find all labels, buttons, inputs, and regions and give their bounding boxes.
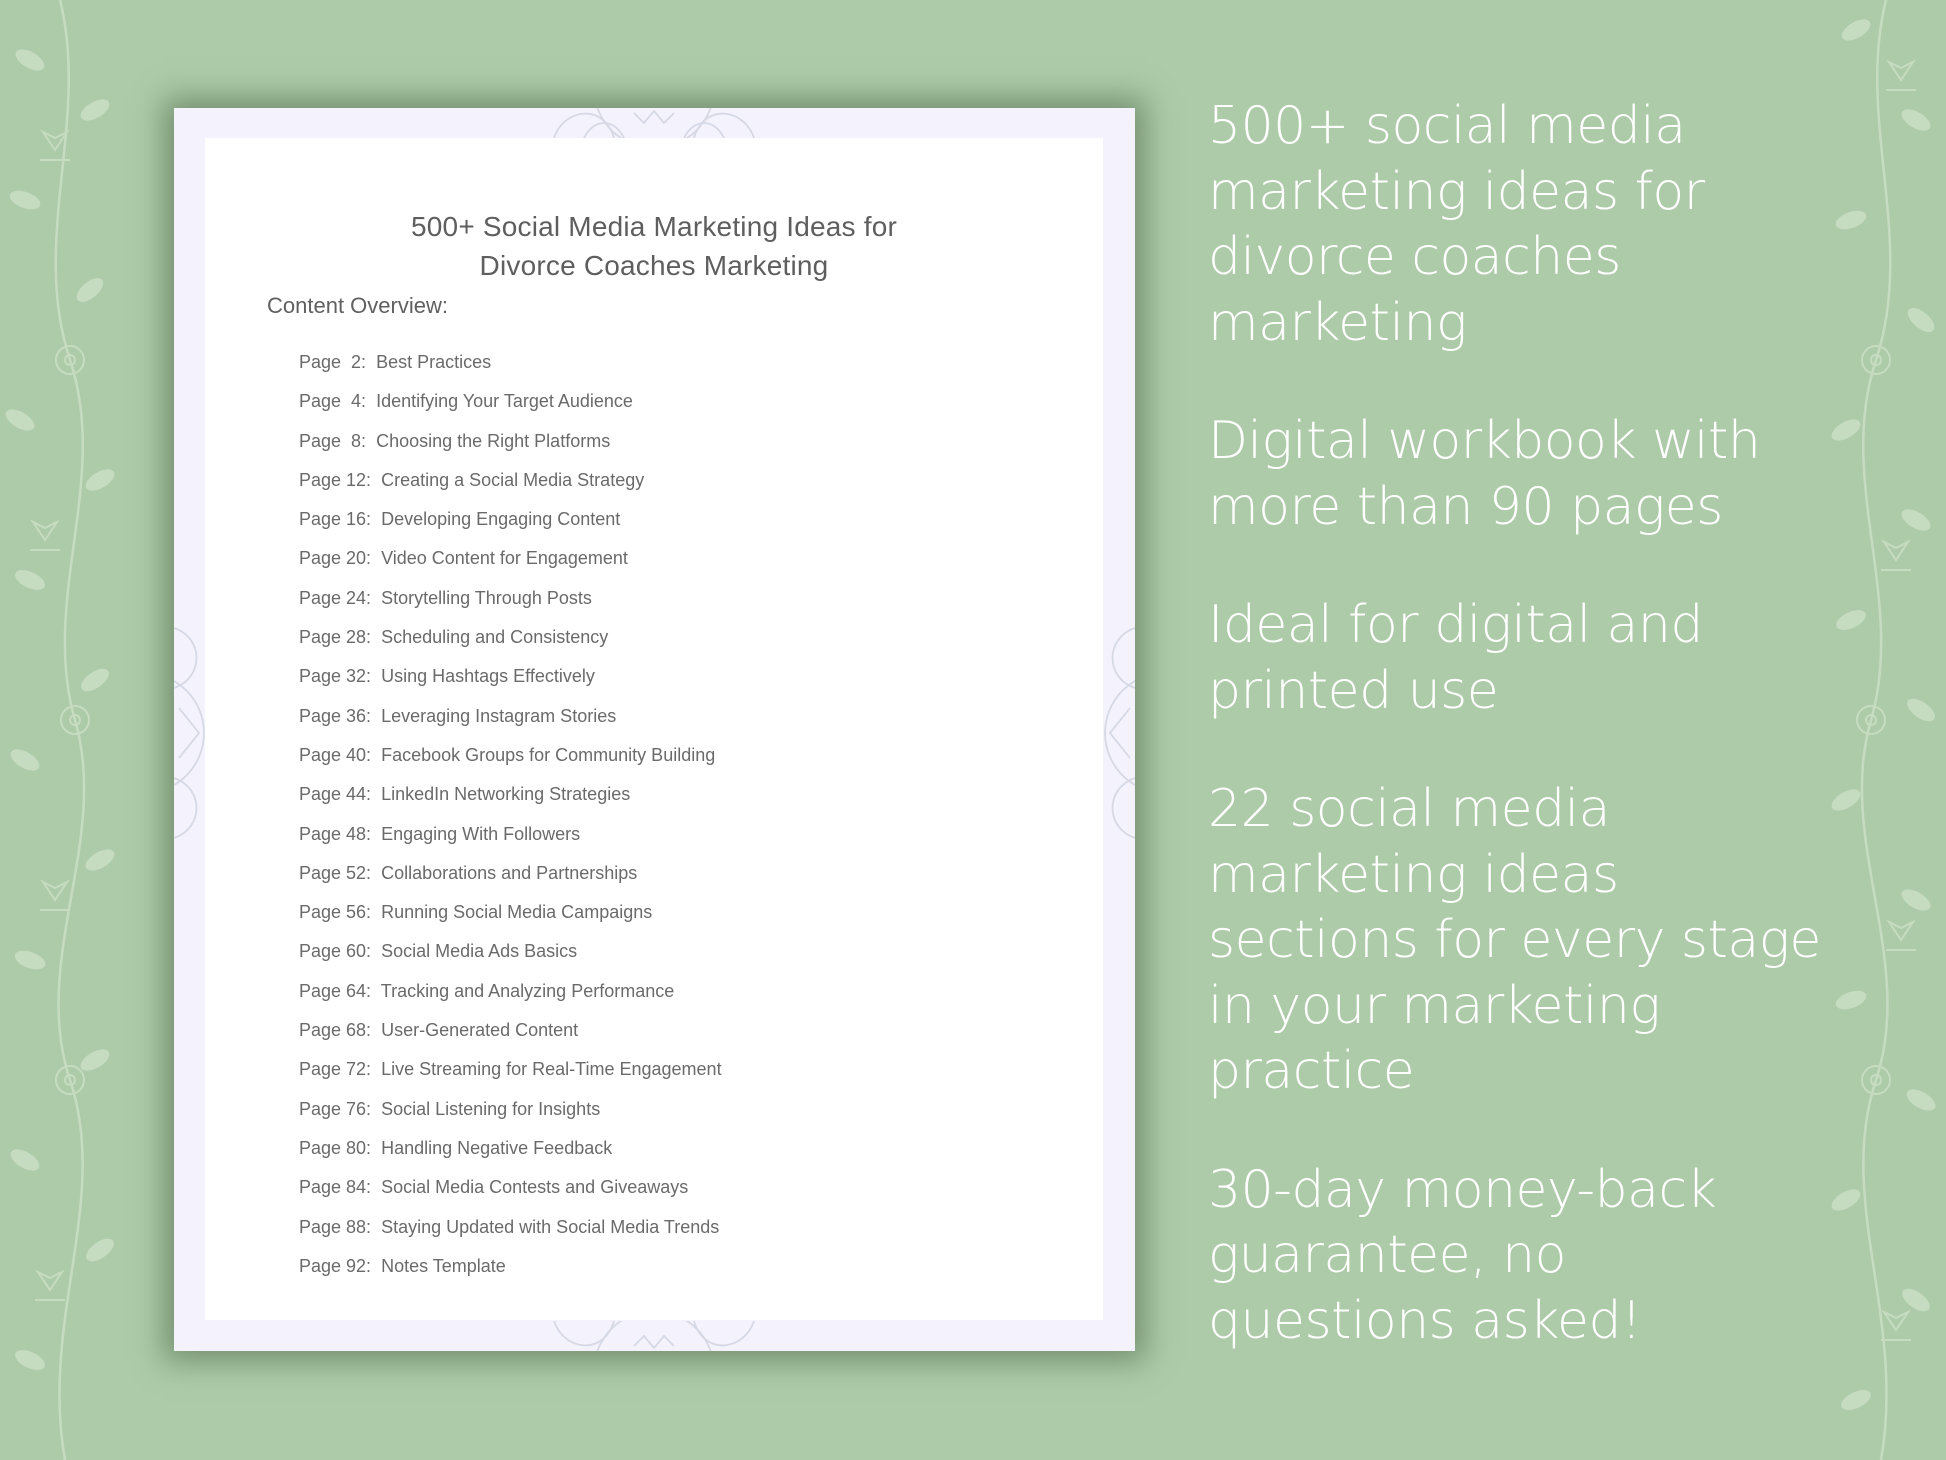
- toc-page: Page 4:: [299, 391, 367, 412]
- toc-title: Live Streaming for Real-Time Engagement: [381, 1059, 722, 1080]
- toc-title: Scheduling and Consistency: [381, 627, 609, 648]
- toc-item: [299, 1168, 722, 1207]
- content-overview-label: Content Overview:: [267, 293, 448, 318]
- toc-page: Page 68:: [299, 1020, 372, 1041]
- toc-item: [299, 736, 722, 775]
- toc-item: [299, 1129, 722, 1168]
- toc-page: Page 28:: [299, 627, 372, 648]
- toc-title: Social Media Ads Basics: [381, 941, 578, 962]
- toc-page: Page 52:: [299, 862, 372, 883]
- toc-title: Handling Negative Feedback: [381, 1137, 613, 1158]
- feature-line: guarantee, no: [1208, 1225, 1566, 1285]
- toc-title: Social Media Contests and Giveaways: [381, 1177, 689, 1198]
- toc-page: Page 92:: [299, 1255, 372, 1276]
- toc-page: Page 2:: [299, 352, 367, 372]
- toc-title: Video Content for Engagement: [381, 548, 628, 569]
- toc-title: Choosing the Right Platforms: [376, 430, 611, 451]
- toc-item: [299, 1208, 722, 1247]
- toc-page: Page 24:: [299, 587, 372, 608]
- feature-sections: [1208, 777, 1828, 1105]
- mandala-ornament-bottom-icon: [514, 1321, 794, 1351]
- toc-page: Page 76:: [299, 1098, 372, 1119]
- toc-title: Facebook Groups for Community Building: [381, 744, 716, 765]
- toc-page: Page 36:: [299, 705, 372, 726]
- toc-item: [299, 1247, 722, 1286]
- feature-line: divorce coaches: [1208, 227, 1621, 287]
- toc-page: Page 32:: [299, 666, 372, 687]
- toc-page: Page 88:: [299, 1216, 372, 1237]
- feature-line: Digital workbook with: [1208, 411, 1761, 471]
- toc-item: [299, 854, 722, 893]
- toc-item: [299, 461, 722, 500]
- toc-page: Page 44:: [299, 784, 372, 805]
- toc-title: Identifying Your Target Audience: [376, 391, 633, 412]
- feature-guarantee: [1208, 1158, 1828, 1355]
- toc-title: Staying Updated with Social Media Trends: [381, 1216, 720, 1237]
- document-title-line-2: Divorce Coaches Marketing: [479, 249, 829, 281]
- toc-page: Page 64:: [299, 980, 372, 1001]
- toc-page: Page 16:: [299, 509, 372, 530]
- feature-line: more than 90 pages: [1208, 476, 1723, 537]
- mandala-ornament-top-icon: [514, 108, 794, 138]
- mandala-ornament-left-icon: [174, 608, 206, 858]
- toc-title: User-Generated Content: [381, 1020, 579, 1041]
- feature-line: 500+ social media: [1208, 96, 1686, 156]
- toc-page: Page 20:: [299, 548, 372, 569]
- toc-item: [299, 1011, 722, 1050]
- feature-line: marketing: [1208, 292, 1467, 353]
- toc-item: [299, 932, 722, 971]
- feature-line: printed use: [1208, 660, 1499, 721]
- feature-line: marketing ideas for: [1208, 161, 1705, 222]
- feature-line: 22 social media: [1208, 779, 1610, 839]
- toc-page: Page 72:: [299, 1059, 372, 1080]
- toc-item: [299, 657, 722, 696]
- table-of-contents: [299, 343, 722, 1286]
- toc-item: [299, 422, 722, 461]
- page-content-area: [205, 138, 1103, 1320]
- feature-usage: [1208, 593, 1828, 724]
- toc-item: [299, 815, 722, 854]
- toc-page: Page 8:: [299, 430, 367, 451]
- feature-idea-count: [1208, 94, 1828, 356]
- floral-vine-left-icon: [0, 0, 130, 1460]
- toc-page: Page 84:: [299, 1177, 372, 1198]
- document-title-line-1: 500+ Social Media Marketing Ideas for: [411, 210, 897, 242]
- mandala-ornament-right-icon: [1103, 608, 1135, 858]
- feature-page-count: [1208, 409, 1828, 540]
- feature-line: marketing ideas: [1208, 844, 1619, 905]
- toc-item: [299, 697, 722, 736]
- feature-line: practice: [1208, 1041, 1415, 1101]
- toc-title: LinkedIn Networking Strategies: [381, 784, 631, 805]
- toc-title: Tracking and Analyzing Performance: [380, 980, 675, 1001]
- toc-title: Social Listening for Insights: [381, 1098, 601, 1119]
- toc-item: [299, 618, 722, 657]
- feature-list: [1208, 94, 1828, 1407]
- toc-item: [299, 1050, 722, 1089]
- toc-page: Page 12:: [299, 469, 372, 490]
- toc-page: Page 48:: [299, 823, 372, 844]
- feature-line: questions asked!: [1208, 1290, 1642, 1351]
- toc-title: Best Practices: [376, 352, 492, 372]
- toc-item: [299, 539, 722, 578]
- toc-title: Creating a Social Media Strategy: [381, 469, 645, 490]
- toc-page: Page 40:: [299, 744, 372, 765]
- toc-title: Leveraging Instagram Stories: [381, 705, 617, 726]
- toc-title: Notes Template: [381, 1255, 506, 1276]
- toc-item: [299, 972, 722, 1011]
- toc-title: Developing Engaging Content: [381, 509, 621, 530]
- toc-title: Running Social Media Campaigns: [381, 902, 653, 923]
- toc-page: Page 60:: [299, 941, 372, 962]
- toc-item: [299, 579, 722, 618]
- workbook-page-preview: [174, 108, 1135, 1351]
- toc-title: Storytelling Through Posts: [381, 587, 592, 608]
- toc-item: [299, 893, 722, 932]
- feature-line: Ideal for digital and: [1208, 595, 1703, 655]
- toc-item: [299, 775, 722, 814]
- document-title: [205, 207, 1103, 285]
- floral-vine-right-icon: [1816, 0, 1946, 1460]
- feature-line: 30-day money-back: [1208, 1159, 1717, 1220]
- toc-item: [299, 343, 722, 382]
- toc-item: [299, 1090, 722, 1129]
- toc-page: Page 80:: [299, 1137, 372, 1158]
- toc-item: [299, 500, 722, 539]
- toc-title: Collaborations and Partnerships: [381, 862, 638, 883]
- toc-page: Page 56:: [299, 902, 372, 923]
- toc-title: Using Hashtags Effectively: [381, 666, 595, 687]
- feature-line: sections for every stage: [1208, 910, 1821, 970]
- toc-title: Engaging With Followers: [381, 823, 581, 844]
- toc-item: [299, 382, 722, 421]
- feature-line: in your marketing: [1208, 975, 1661, 1036]
